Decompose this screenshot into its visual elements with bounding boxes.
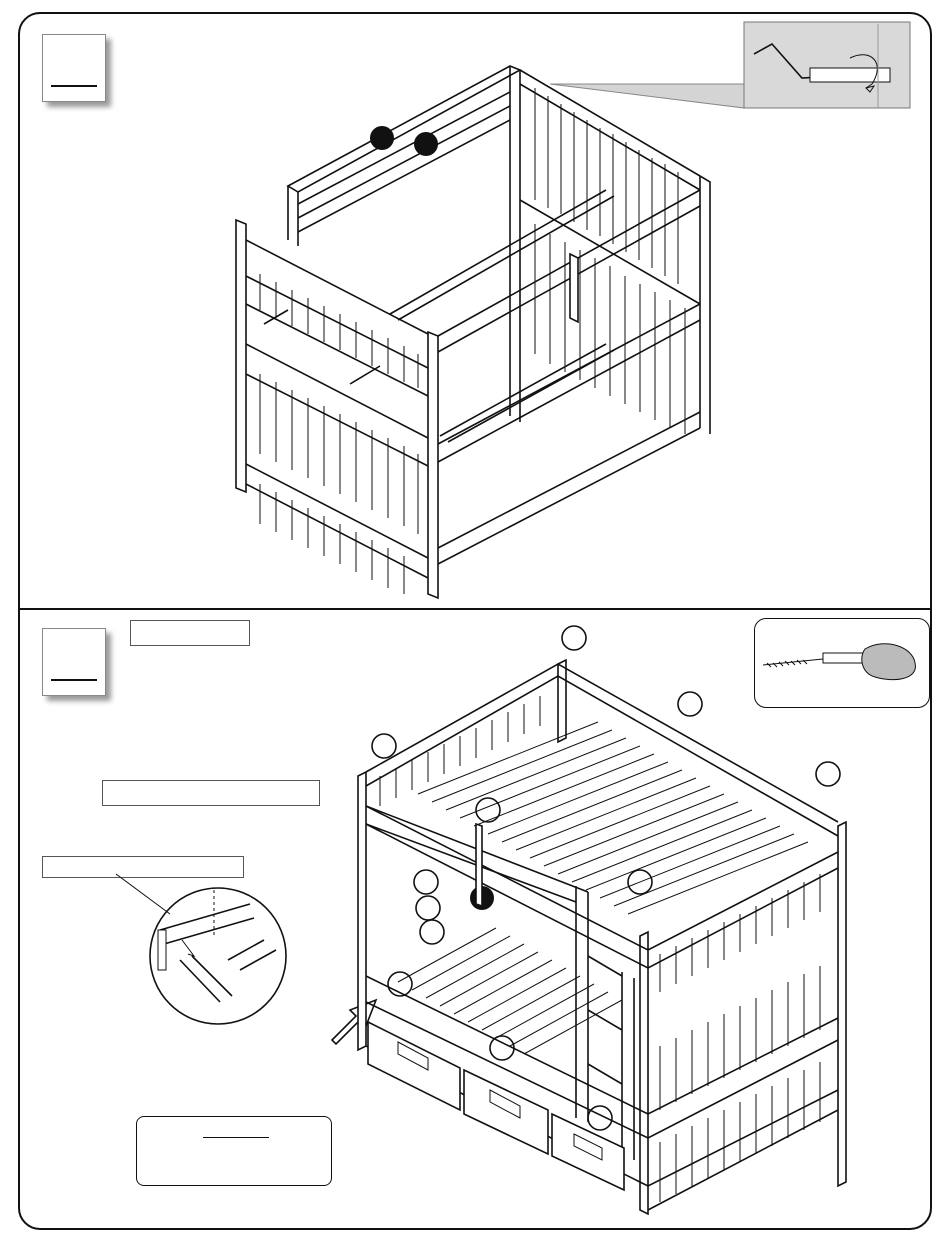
black-dot-icon bbox=[414, 132, 438, 156]
part-number-circles bbox=[372, 626, 840, 1130]
slat-detail-circle bbox=[116, 874, 286, 1024]
drill-inset bbox=[550, 22, 910, 108]
instruction-sheet bbox=[18, 12, 932, 1230]
black-dot-icon bbox=[370, 126, 394, 150]
back-headboard bbox=[288, 66, 710, 434]
bunk-bed-assembly-diagram bbox=[20, 610, 932, 1230]
front-frame bbox=[236, 190, 700, 598]
bunk-bed-frame-diagram bbox=[20, 14, 932, 608]
